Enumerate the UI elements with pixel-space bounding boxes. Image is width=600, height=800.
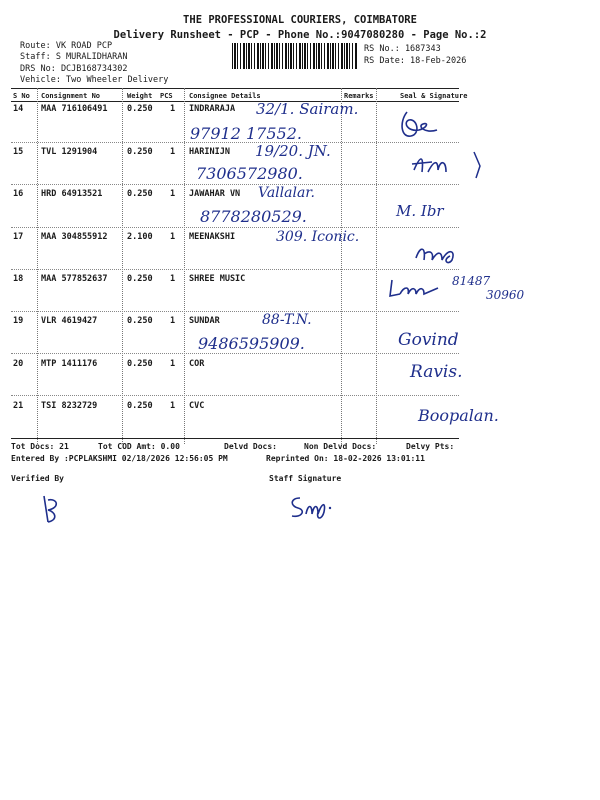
row-pcs: 1	[170, 316, 176, 326]
row-pcs: 1	[170, 274, 176, 284]
rs-number: RS No.: 1687343	[364, 44, 441, 54]
row-rule	[11, 184, 459, 185]
row-sno: 20	[13, 359, 24, 369]
row-consignment: HRD 64913521	[41, 189, 103, 199]
row-consignee: INDRARAJA	[189, 104, 236, 114]
row-weight: 0.250	[127, 147, 153, 157]
row-sno: 21	[13, 401, 24, 411]
entered-by: Entered By :PCPLAKSHMI 02/18/2026 12:56:05 PM	[11, 454, 228, 463]
col-header-weight: Weight	[127, 92, 153, 100]
handwritten-phone: 9486595909.	[198, 334, 305, 353]
row-pcs: 1	[170, 401, 176, 411]
row-consignment: MAA 716106491	[41, 104, 108, 114]
row-rule	[11, 227, 459, 228]
barcode-image	[232, 43, 358, 69]
row-consignee: COR	[189, 359, 205, 369]
signature-scribble	[412, 240, 460, 266]
row-rule	[11, 311, 459, 312]
row-weight: 0.250	[127, 274, 153, 284]
delivered-docs: Delvd Docs:	[224, 442, 277, 451]
signature-text: 81487	[452, 274, 491, 288]
row-consignee: SUNDAR	[189, 316, 220, 326]
row-consignment: MAA 304855912	[41, 232, 108, 242]
row-consignment: TVL 1291904	[41, 147, 98, 157]
row-pcs: 1	[170, 359, 176, 369]
row-consignment: MAA 577852637	[41, 274, 108, 284]
drs-number: DRS No: DCJB168734302	[20, 64, 128, 74]
col-header-seal-signature: Seal & Signature	[400, 92, 468, 100]
verified-by-label: Verified By	[11, 474, 64, 483]
col-header-consignee: Consignee Details	[189, 92, 261, 100]
handwritten-address: 32/1. Sairam.	[256, 100, 359, 118]
verifier-signature	[36, 492, 64, 526]
vehicle-label: Vehicle: Two Wheeler Delivery	[20, 75, 169, 85]
row-sno: 15	[13, 147, 24, 157]
row-sno: 14	[13, 104, 24, 114]
handwritten-address: Vallalar.	[258, 185, 315, 201]
staff-signature-label: Staff Signature	[269, 474, 342, 483]
signature-scribble	[397, 108, 443, 144]
row-pcs: 1	[170, 104, 176, 114]
signature-text: M. Ibr	[396, 202, 444, 220]
runsheet-title: Delivery Runsheet - PCP - Phone No.:9047080280 - Page No.:2	[113, 29, 487, 41]
row-weight: 0.250	[127, 316, 153, 326]
signature-scribble	[408, 148, 488, 180]
non-delivered-docs: Non Delvd Docs:	[304, 442, 377, 451]
col-header-pcs: PCS	[160, 92, 173, 100]
row-consignee: MEENAKSHI	[189, 232, 236, 242]
staff-label: Staff: S MURALIDHARAN	[20, 52, 128, 62]
handwritten-address: 19/20. JN.	[255, 142, 331, 160]
row-weight: 0.250	[127, 401, 153, 411]
row-rule	[11, 269, 459, 270]
row-pcs: 1	[170, 147, 176, 157]
row-consignee: SHREE MUSIC	[189, 274, 246, 284]
rs-date: RS Date: 18-Feb-2026	[364, 56, 467, 66]
handwritten-address: 88-T.N.	[262, 312, 312, 328]
row-consignment: MTP 1411176	[41, 359, 98, 369]
table-bottom-rule	[11, 438, 459, 439]
row-weight: 0.250	[127, 359, 153, 369]
route-label: Route: VK ROAD PCP	[20, 41, 113, 51]
staff-signature-mark	[286, 492, 334, 522]
row-sno: 16	[13, 189, 24, 199]
col-header-remarks: Remarks	[344, 92, 374, 100]
handwritten-phone: 8778280529.	[200, 207, 307, 226]
table-top-rule	[11, 88, 459, 89]
row-pcs: 1	[170, 189, 176, 199]
total-docs: Tot Docs: 21	[11, 442, 69, 451]
signature-text: Ravis.	[410, 362, 463, 382]
handwritten-address: 309. Iconic.	[276, 229, 360, 245]
signature-text: Boopalan.	[418, 406, 499, 425]
row-consignment: TSI 8232729	[41, 401, 98, 411]
row-consignee: CVC	[189, 401, 205, 411]
row-sno: 18	[13, 274, 24, 284]
row-consignment: VLR 4619427	[41, 316, 98, 326]
row-weight: 2.100	[127, 232, 153, 242]
row-rule	[11, 353, 459, 354]
row-consignee: JAWAHAR VN	[189, 189, 241, 199]
table-header-rule	[11, 101, 459, 102]
handwritten-phone: 7306572980.	[196, 164, 303, 183]
row-rule	[11, 395, 459, 396]
signature-scribble	[386, 276, 442, 302]
company-title: THE PROFESSIONAL COURIERS, COIMBATORE	[183, 14, 417, 26]
delivery-points: Delvy Pts:	[406, 442, 455, 451]
signature-text: 30960	[486, 288, 525, 302]
row-consignee: HARINIJN	[189, 147, 230, 157]
col-header-sno: S No	[13, 92, 30, 100]
signature-text: Govind	[398, 330, 459, 350]
total-cod-amount: Tot COD Amt: 0.00	[98, 442, 180, 451]
col-header-consignment: Consignment No	[41, 92, 101, 100]
row-sno: 19	[13, 316, 24, 326]
row-weight: 0.250	[127, 104, 153, 114]
reprinted-on: Reprinted On: 18-02-2026 13:01:11	[266, 454, 425, 463]
row-pcs: 1	[170, 232, 176, 242]
row-weight: 0.250	[127, 189, 153, 199]
row-sno: 17	[13, 232, 24, 242]
handwritten-phone: 97912 17552.	[190, 124, 302, 143]
